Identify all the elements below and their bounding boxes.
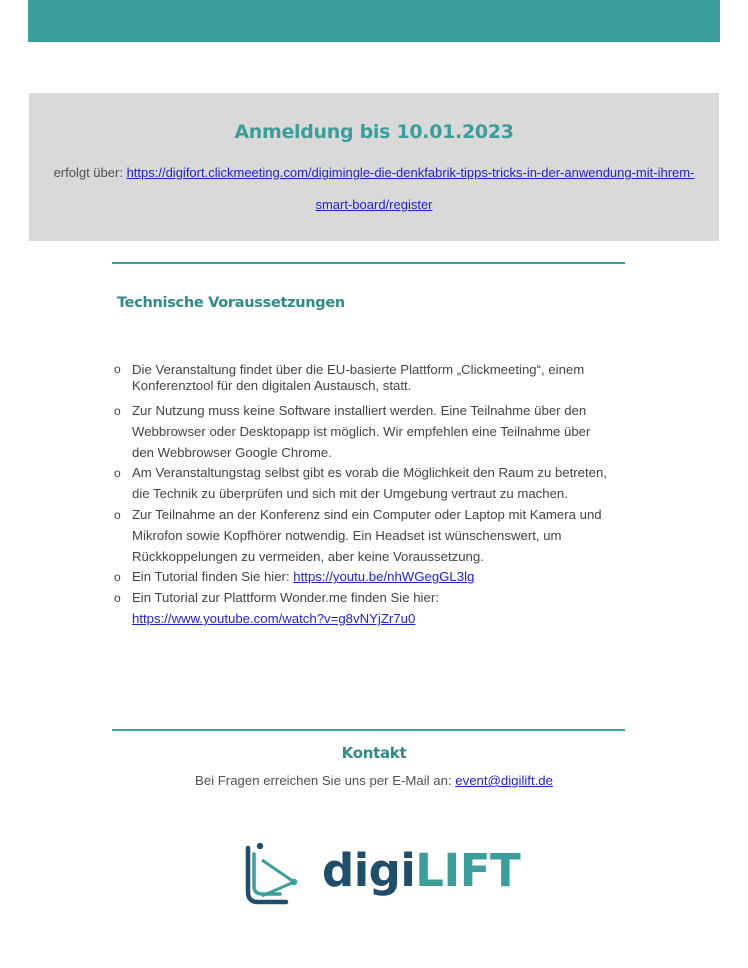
registration-title: Anmeldung bis 10.01.2023	[234, 121, 514, 143]
list-item	[114, 588, 614, 630]
list-item	[114, 463, 614, 505]
bullet-icon: o	[114, 507, 121, 522]
list-item	[114, 567, 614, 588]
registration-intro: erfolgt über:	[53, 165, 123, 180]
bullet-icon: o	[114, 404, 121, 418]
logo-wordmark	[322, 844, 521, 897]
list-item-text: Am Veranstaltungstag selbst gibt es vorab die Möglichkeit den Raum zu betreten, die Technik zu überprüfen und sich mit der Umgebung vertraut zu machen.	[132, 465, 608, 502]
contact-text: Bei Fragen erreichen Sie uns per E-Mail an:	[195, 773, 452, 788]
list-item	[114, 361, 614, 394]
contact-info	[0, 773, 748, 788]
logo-text-digi: digi	[322, 844, 416, 897]
registration-link[interactable]: https://digifort.clickmeeting.com/digimingle-die-denkfabrik-tipps-tricks-in-der-anwendung-mit-ihrem-smart-board/register	[126, 165, 695, 212]
list-item-text: Die Veranstaltung findet über die EU-basierte Plattform „Clickmeeting“, einem Konferenztool für den digitalen Austausch, statt.	[132, 362, 585, 393]
list-item-text: Zur Nutzung muss keine Software installiert werden. Eine Teilnahme über den Webbrowser oder Desktopapp ist möglich. Wir empfehlen eine Teilnahme über den Webbrowser Google Chrome.	[132, 403, 591, 460]
logo-text-lift: LIFT	[415, 844, 521, 897]
divider-top	[112, 262, 625, 264]
registration-info	[39, 157, 709, 221]
list-item-text: Ein Tutorial finden Sie hier:	[132, 569, 290, 585]
list-item	[114, 401, 614, 463]
contact-heading: Kontakt	[341, 744, 407, 762]
tutorial-link[interactable]: https://youtu.be/nhWGegGL3lg	[293, 569, 475, 585]
top-banner-bar	[28, 0, 720, 42]
requirements-heading: Technische Voraussetzungen	[117, 295, 345, 311]
list-item-text: Ein Tutorial zur Plattform Wonder.me finden Sie hier:	[132, 590, 439, 606]
list-item	[114, 505, 614, 567]
divider-bottom	[112, 729, 625, 731]
bullet-icon: o	[114, 570, 121, 585]
bullet-icon: o	[114, 466, 121, 481]
bullet-icon: o	[114, 362, 121, 376]
wonderme-tutorial-link[interactable]: https://www.youtube.com/watch?v=g8vNYjZr7u0	[132, 610, 416, 626]
contact-email-link[interactable]: event@digilift.de	[455, 773, 553, 788]
registration-box	[29, 93, 719, 241]
requirements-list	[114, 361, 614, 630]
digilift-logo	[240, 840, 521, 910]
bullet-icon: o	[114, 591, 121, 606]
logo-mark-icon	[240, 840, 304, 910]
list-item-text: Zur Teilnahme an der Konferenz sind ein Computer oder Laptop mit Kamera und Mikrofon sowie Kopfhörer notwendig. Ein Headset ist wünschenswert, um Rückkoppelungen zu vermeiden, aber keine Voraussetzung.	[132, 506, 602, 564]
